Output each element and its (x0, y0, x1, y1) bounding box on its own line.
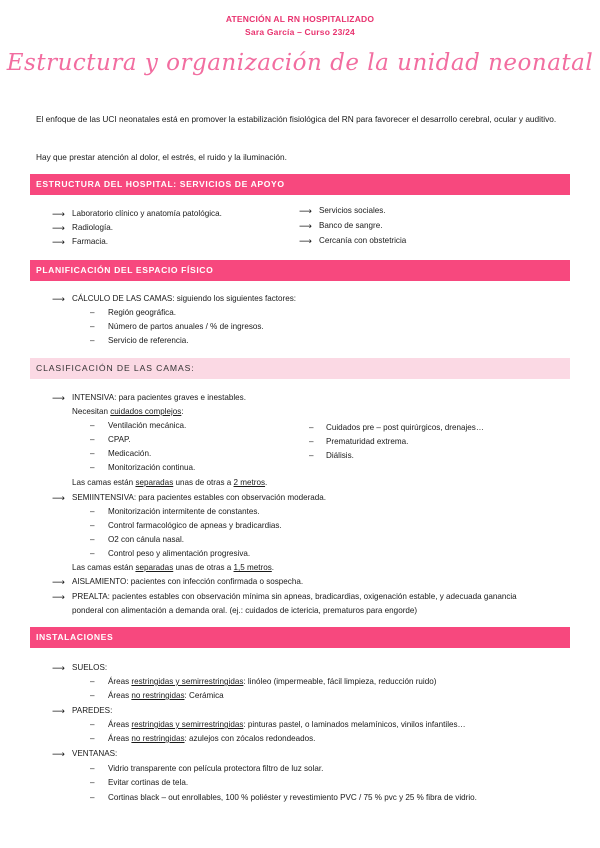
list-item: Farmacia. (72, 237, 108, 246)
text: . (271, 563, 275, 572)
sub-list-item: Evitar cortinas de tela. (108, 778, 189, 787)
item-title: SEMIINTENSIVA: (72, 493, 137, 502)
arrow-icon: ⟶ (52, 209, 65, 219)
dash-bullet: – (90, 793, 95, 802)
text: unas de otras a (173, 563, 234, 572)
text: Necesitan (72, 407, 111, 416)
list-item-windows: VENTANAS: (72, 749, 118, 758)
sub-list-item: Control farmacológico de apneas y bradicardias. (108, 521, 282, 530)
header-author: Sara García – Curso 23/24 (245, 27, 355, 37)
dash-bullet: – (90, 308, 95, 317)
dash-bullet: – (90, 764, 95, 773)
text: . (265, 478, 268, 487)
text: : (181, 407, 184, 416)
arrow-icon: ⟶ (52, 223, 65, 233)
underlined-text: separadas (135, 478, 174, 487)
list-item-walls: PAREDES: (72, 706, 113, 715)
sub-list-item: Control peso y alimentación progresiva. (108, 549, 251, 558)
list-item-semi-intensive (72, 492, 326, 504)
text: Áreas (108, 734, 132, 743)
item-title: PREALTA: (72, 592, 110, 601)
arrow-icon: ⟶ (299, 236, 312, 246)
item-title: CÁLCULO DE LAS CAMAS: (72, 294, 175, 303)
dash-bullet: – (90, 322, 95, 331)
arrow-icon: ⟶ (299, 221, 312, 231)
sub-list-item: Cuidados pre – post quirúrgicos, drenajes… (326, 423, 484, 432)
list-item-intensive (72, 392, 246, 404)
intro-paragraph-2: Hay que prestar atención al dolor, el estrés, el ruido y la iluminación. (36, 152, 287, 162)
underlined-text: no restringidas (131, 734, 185, 743)
list-item: Cercanía con obstetricia (319, 236, 407, 245)
text: Las camas están (72, 563, 136, 572)
arrow-icon: ⟶ (52, 493, 65, 503)
arrow-icon: ⟶ (52, 237, 65, 247)
sub-list-item: Monitorización continua. (108, 463, 196, 472)
dash-bullet: – (90, 778, 95, 787)
dash-bullet: – (309, 437, 314, 446)
text: unas de otras a (173, 478, 234, 487)
section-heading: CLASIFICACIÓN DE LAS CAMAS: (36, 363, 195, 373)
arrow-icon: ⟶ (52, 294, 65, 304)
underlined-text: no restringidas (131, 691, 185, 700)
list-item: Radiología. (72, 223, 113, 232)
text: : linóleo (impermeable, fácil limpieza, reducción ruido) (243, 677, 437, 686)
arrow-icon: ⟶ (52, 393, 65, 403)
item-text: pacientes estables con observación mínima sin apneas, bradicardias, oxigenación estable, y adecuada ganancia (109, 592, 517, 601)
text: : azulejos con zócalos redondeados. (184, 734, 316, 743)
dash-bullet: – (90, 734, 95, 743)
list-item-bed-calculation (72, 293, 296, 305)
text: Áreas (108, 691, 132, 700)
dash-bullet: – (90, 549, 95, 558)
intro-paragraph-1: El enfoque de las UCI neonatales está en promover la estabilización fisiológica del RN para favorecer el desarrollo cerebral, ocular y auditivo. (36, 114, 557, 124)
dash-bullet: – (90, 521, 95, 530)
item-title: INTENSIVA: (72, 393, 117, 402)
dash-bullet: – (90, 507, 95, 516)
underlined-text: 2 metros (233, 478, 266, 487)
sub-list-item: Servicio de referencia. (108, 336, 189, 345)
dash-bullet: – (90, 535, 95, 544)
sub-list-item (108, 733, 315, 745)
dash-bullet: – (90, 421, 95, 430)
text: : Cerámica (184, 691, 224, 700)
item-text: pacientes con infección confirmada o sospecha. (128, 577, 304, 586)
list-item: Servicios sociales. (319, 206, 386, 215)
dash-bullet: – (309, 423, 314, 432)
underlined-text: cuidados complejos (110, 407, 182, 416)
text: Áreas (108, 720, 132, 729)
dash-bullet: – (90, 336, 95, 345)
sub-list-item (108, 676, 436, 688)
dash-bullet: – (90, 463, 95, 472)
arrow-icon: ⟶ (52, 749, 65, 759)
sub-list-item: Vidrio transparente con película protectora filtro de luz solar. (108, 764, 324, 773)
dash-bullet: – (90, 449, 95, 458)
underlined-text: 1,5 metros (233, 563, 272, 572)
underlined-text: restringidas y semirrestringidas (131, 677, 244, 686)
arrow-icon: ⟶ (52, 706, 65, 716)
section-header-installations (30, 627, 570, 648)
text: : pinturas pastel, o laminados melamínicos, vinilos infantiles… (243, 720, 466, 729)
sub-list-item: Ventilación mecánica. (108, 421, 187, 430)
sub-list-item: CPAP. (108, 435, 131, 444)
list-item-floors: SUELOS: (72, 663, 108, 672)
sub-list-item: Medicación. (108, 449, 152, 458)
text: Las camas están (72, 478, 136, 487)
intensive-needs-line (72, 406, 184, 418)
underlined-text: restringidas y semirrestringidas (131, 720, 244, 729)
sub-list-item: O2 con cánula nasal. (108, 535, 185, 544)
item-text: siguiendo los siguientes factores: (174, 294, 297, 303)
list-item: Laboratorio clínico y anatomía patológica. (72, 209, 222, 218)
section-header-support-services (30, 174, 570, 195)
semi-spacing-line (72, 562, 274, 574)
list-item-isolation (72, 576, 303, 588)
arrow-icon: ⟶ (52, 663, 65, 673)
arrow-icon: ⟶ (52, 592, 65, 602)
section-header-physical-space (30, 260, 570, 281)
header-course-title: ATENCIÓN AL RN HOSPITALIZADO (225, 14, 375, 24)
sub-list-item: Cortinas black – out enrollables, 100 % poliéster y revestimiento PVC / 75 % pvc y 25 % fibra de vidrio. (108, 793, 477, 802)
sub-list-item (108, 719, 466, 731)
underlined-text: separadas (135, 563, 174, 572)
dash-bullet: – (90, 435, 95, 444)
item-text: para pacientes estables con observación moderada. (136, 493, 327, 502)
sub-list-item: Número de partos anuales / % de ingresos. (108, 322, 264, 331)
dash-bullet: – (90, 720, 95, 729)
document-title: Estructura y organización de la unidad neonatal (6, 50, 594, 76)
intensive-spacing-line (72, 477, 267, 489)
item-title: AISLAMIENTO: (72, 577, 129, 586)
item-text: para pacientes graves e inestables. (116, 393, 246, 402)
sub-list-item: Diálisis. (326, 451, 354, 460)
list-item-pre-discharge-cont: ponderal con alimentación a demanda oral. (ej.: cuidados de ictericia, prematuros para engorde) (72, 606, 418, 615)
list-item: Banco de sangre. (319, 221, 383, 230)
section-header-bed-classification (30, 358, 570, 379)
sub-list-item (108, 690, 224, 702)
sub-list-item: Monitorización intermitente de constantes. (108, 507, 260, 516)
sub-list-item: Región geográfica. (108, 308, 176, 317)
dash-bullet: – (90, 691, 95, 700)
list-item-pre-discharge (72, 591, 517, 603)
text: Áreas (108, 677, 132, 686)
arrow-icon: ⟶ (52, 577, 65, 587)
dash-bullet: – (90, 677, 95, 686)
section-heading: ESTRUCTURA DEL HOSPITAL: SERVICIOS DE APOYO (36, 179, 285, 189)
sub-list-item: Prematuridad extrema. (326, 437, 409, 446)
section-heading: INSTALACIONES (36, 632, 114, 642)
arrow-icon: ⟶ (299, 206, 312, 216)
dash-bullet: – (309, 451, 314, 460)
section-heading: PLANIFICACIÓN DEL ESPACIO FÍSICO (36, 265, 214, 275)
